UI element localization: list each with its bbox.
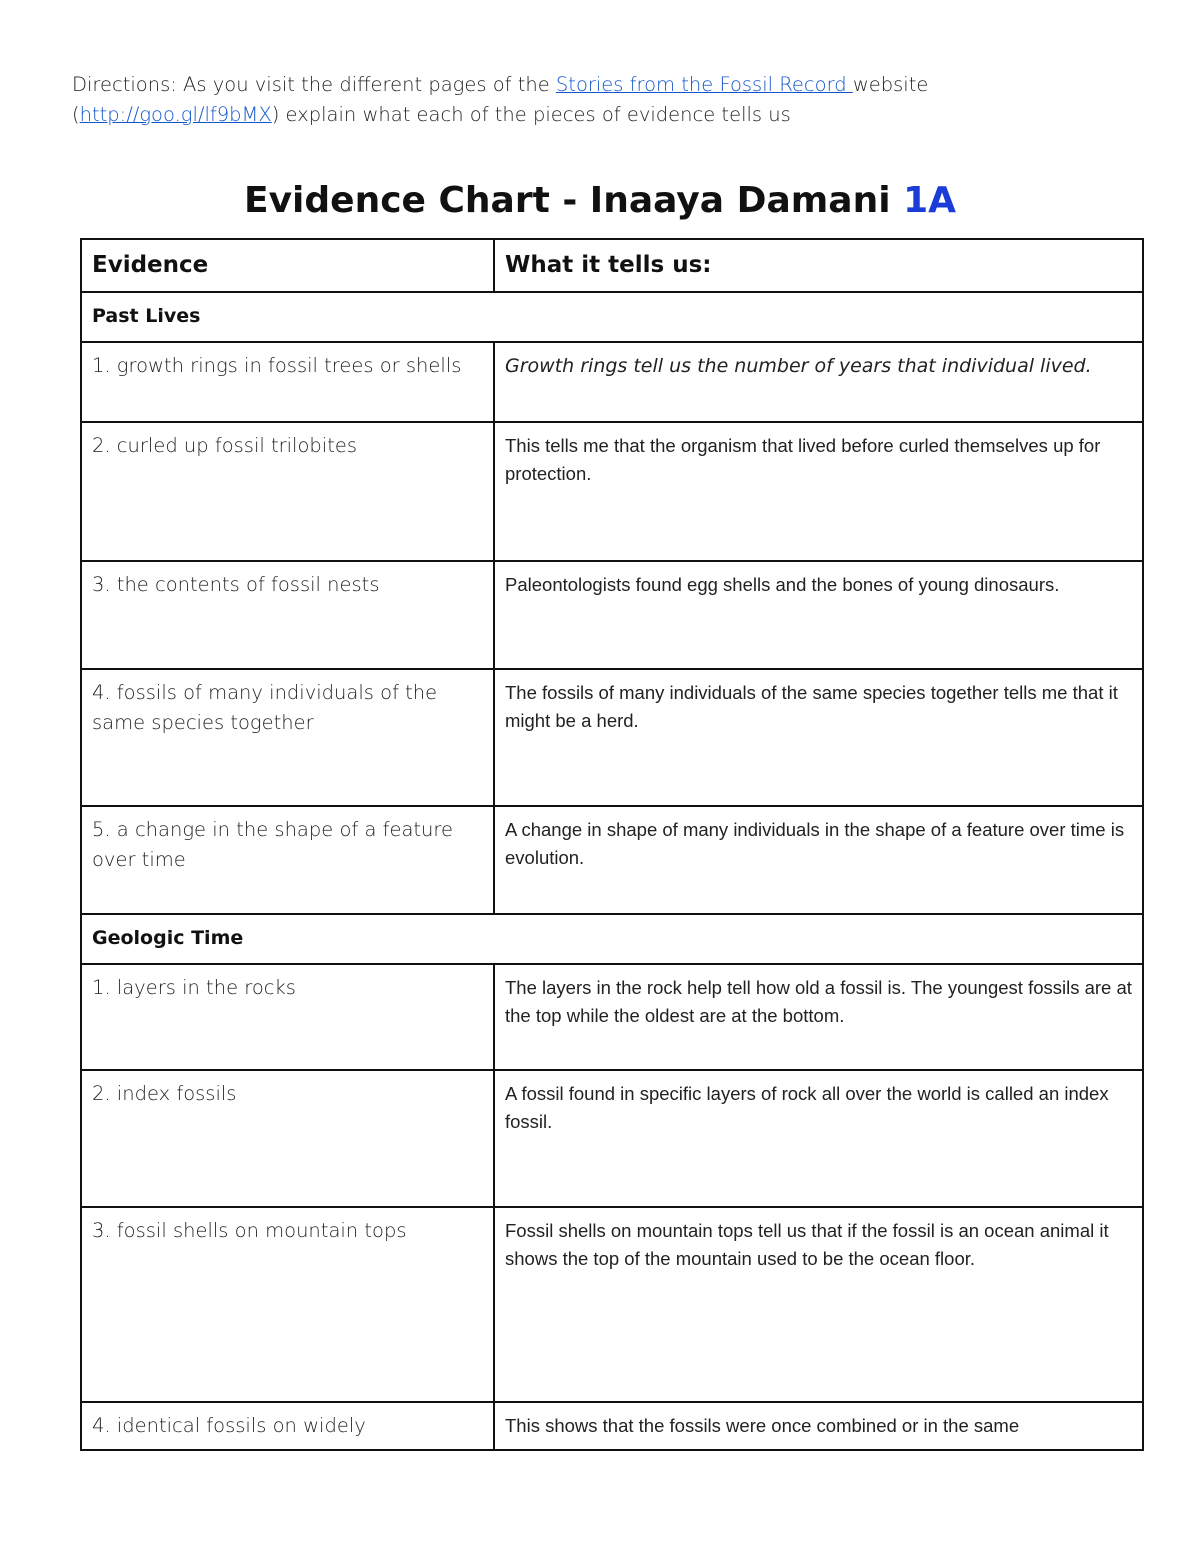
header-row <box>81 239 1143 292</box>
answer-cell: The fossils of many individuals of the same species together tells me that it might be a herd. <box>494 669 1143 806</box>
table-row <box>81 1070 1143 1207</box>
evidence-cell: 4. fossils of many individuals of the same species together <box>81 669 494 806</box>
answer-cell: Growth rings tell us the number of years that individual lived. <box>494 342 1143 422</box>
table-row <box>81 561 1143 669</box>
section-row-geologic-time <box>81 914 1143 964</box>
table-row <box>81 669 1143 806</box>
evidence-cell: 4. identical fossils on widely <box>81 1402 494 1450</box>
evidence-cell: 1. layers in the rocks <box>81 964 494 1070</box>
directions-mid: website ( <box>72 73 929 126</box>
tells-us-header: What it tells us: <box>494 239 1143 292</box>
evidence-cell: 3. fossil shells on mountain tops <box>81 1207 494 1402</box>
table-row <box>81 806 1143 914</box>
evidence-cell: 1. growth rings in fossil trees or shells <box>81 342 494 422</box>
table-row <box>81 342 1143 422</box>
answer-cell: This tells me that the organism that lived before curled themselves up for protection. <box>494 422 1143 561</box>
directions-suffix: ) explain what each of the pieces of evidence tells us <box>271 103 791 126</box>
answer-cell: A fossil found in specific layers of rock all over the world is called an index fossil. <box>494 1070 1143 1207</box>
page-title <box>0 180 1200 221</box>
evidence-cell: 2. index fossils <box>81 1070 494 1207</box>
answer-cell: The layers in the rock help tell how old a fossil is. The youngest fossils are at the top while the oldest are at the bottom. <box>494 964 1143 1070</box>
evidence-chart <box>80 238 1144 1451</box>
fossil-record-link[interactable]: Stories from the Fossil Record <box>555 73 853 96</box>
answer-cell: A change in shape of many individuals in the shape of a feature over time is evolution. <box>494 806 1143 914</box>
answer-cell: Fossil shells on mountain tops tell us that if the fossil is an ocean animal it shows the top of the mountain used to be the ocean floor. <box>494 1207 1143 1402</box>
table-row <box>81 1207 1143 1402</box>
section-title: Past Lives <box>81 292 1143 342</box>
answer-cell: This shows that the fossils were once combined or in the same <box>494 1402 1143 1450</box>
directions-text <box>72 70 1132 130</box>
evidence-cell: 5. a change in the shape of a feature over time <box>81 806 494 914</box>
evidence-cell: 2. curled up fossil trilobites <box>81 422 494 561</box>
title-main: Evidence Chart - Inaaya Damani <box>243 180 904 221</box>
section-title: Geologic Time <box>81 914 1143 964</box>
table-row <box>81 422 1143 561</box>
class-code: 1A <box>903 180 956 221</box>
section-row-past-lives <box>81 292 1143 342</box>
evidence-header: Evidence <box>81 239 494 292</box>
short-url-link[interactable]: http://goo.gl/lf9bMX <box>79 103 272 126</box>
answer-cell: Paleontologists found egg shells and the bones of young dinosaurs. <box>494 561 1143 669</box>
evidence-cell: 3. the contents of fossil nests <box>81 561 494 669</box>
directions-prefix: Directions: As you visit the different pages of the <box>72 73 556 96</box>
table-row <box>81 964 1143 1070</box>
table-row <box>81 1402 1143 1450</box>
